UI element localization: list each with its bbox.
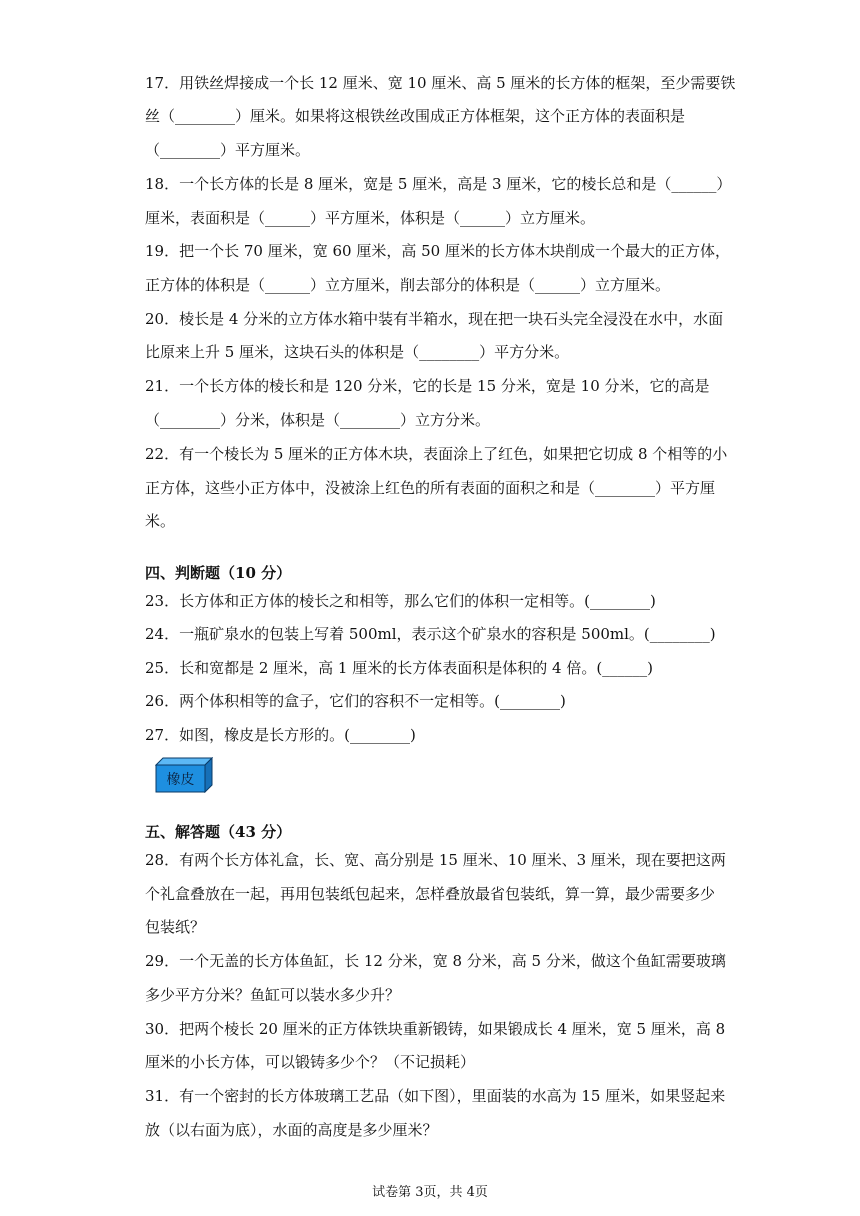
q19-line-1: 19．把一个长 70 厘米，宽 60 厘米，高 50 厘米的长方体木块削成一个最大的正方体， [145, 242, 730, 260]
q23-line: 23．长方体和正方体的棱长之和相等，那么它们的体积一定相等。(________) [145, 592, 656, 610]
q30-line-2: 厘米的小长方体，可以锻铸多少个？（不记损耗） [145, 1053, 476, 1071]
eraser-label: 橡皮 [166, 772, 195, 788]
q17-line-1: 17．用铁丝焊接成一个长 12 厘米、宽 10 厘米、高 5 厘米的长方体的框架，至少需要铁 [145, 74, 736, 92]
q22-line-2: 正方体，这些小正方体中，没被涂上红色的所有表面的面积之和是（________）平方厘 [145, 479, 716, 497]
section-heading-solve: 五、解答题（43 分） [145, 823, 292, 841]
q22-line-3: 米。 [145, 512, 176, 530]
q25-line: 25．长和宽都是 2 厘米，高 1 厘米的长方体表面积是体积的 4 倍。(______) [145, 659, 654, 677]
q20-line-2: 比原来上升 5 厘米，这块石头的体积是（________）平方分米。 [145, 343, 570, 361]
q29-line-1: 29．一个无盖的长方体鱼缸，长 12 分米，宽 8 分米，高 5 分米，做这个鱼缸需要玻璃 [145, 952, 726, 970]
q17-line-3: （________）平方厘米。 [145, 141, 311, 159]
q31-line-1: 31．有一个密封的长方体玻璃工艺品（如下图），里面装的水高为 15 厘米，如果竖起来 [145, 1087, 726, 1105]
q27-line: 27．如图，橡皮是长方形的。(________) [145, 726, 416, 744]
page-footer: 试卷第 3页，共 4页 [372, 1185, 488, 1200]
q21-line-2: （________）分米，体积是（________）立方分米。 [145, 411, 491, 429]
q24-line: 24．一瓶矿泉水的包装上写着 500ml，表示这个矿泉水的容积是 500ml。(________) [145, 625, 716, 643]
q20-line-1: 20．棱长是 4 分米的立方体水箱中装有半箱水，现在把一块石头完全浸没在水中，水面 [145, 310, 724, 328]
q18-line-1: 18．一个长方体的长是 8 厘米，宽是 5 厘米，高是 3 厘米，它的棱长总和是（______） [145, 175, 732, 193]
q26-line: 26．两个体积相等的盒子，它们的容积不一定相等。(________) [145, 692, 566, 710]
section-heading-judgement: 四、判断题（10 分） [145, 564, 292, 582]
q18-line-2: 厘米，表面积是（______）平方厘米，体积是（______）立方厘米。 [145, 209, 596, 227]
q17-line-2: 丝（________）厘米。如果将这根铁丝改围成正方体框架，这个正方体的表面积是 [145, 107, 686, 125]
q19-line-2: 正方体的体积是（______）立方厘米，削去部分的体积是（______）立方厘米。 [145, 276, 671, 294]
q22-line-1: 22．有一个棱长为 5 厘米的正方体木块，表面涂上了红色，如果把它切成 8 个相等的小 [145, 445, 728, 463]
q31-line-2: 放（以右面为底），水面的高度是多少厘米？ [145, 1121, 438, 1139]
q21-line-1: 21．一个长方体的棱长和是 120 分米，它的长是 15 分米，宽是 10 分米，它的高是 [145, 377, 710, 395]
q30-line-1: 30．把两个棱长 20 厘米的正方体铁块重新锻铸，如果锻成长 4 厘米，宽 5 厘米，高 8 [145, 1020, 726, 1038]
q28-line-1: 28．有两个长方体礼盒，长、宽、高分别是 15 厘米、10 厘米、3 厘米，现在要把这两 [145, 851, 726, 869]
q29-line-2: 多少平方分米？鱼缸可以装水多少升？ [145, 986, 401, 1004]
q28-line-3: 包装纸？ [145, 918, 206, 936]
eraser-top-face [156, 758, 212, 765]
q28-line-2: 个礼盒叠放在一起，再用包装纸包起来，怎样叠放最省包装纸，算一算，最少需要多少 [145, 885, 716, 903]
eraser-figure [155, 757, 213, 793]
